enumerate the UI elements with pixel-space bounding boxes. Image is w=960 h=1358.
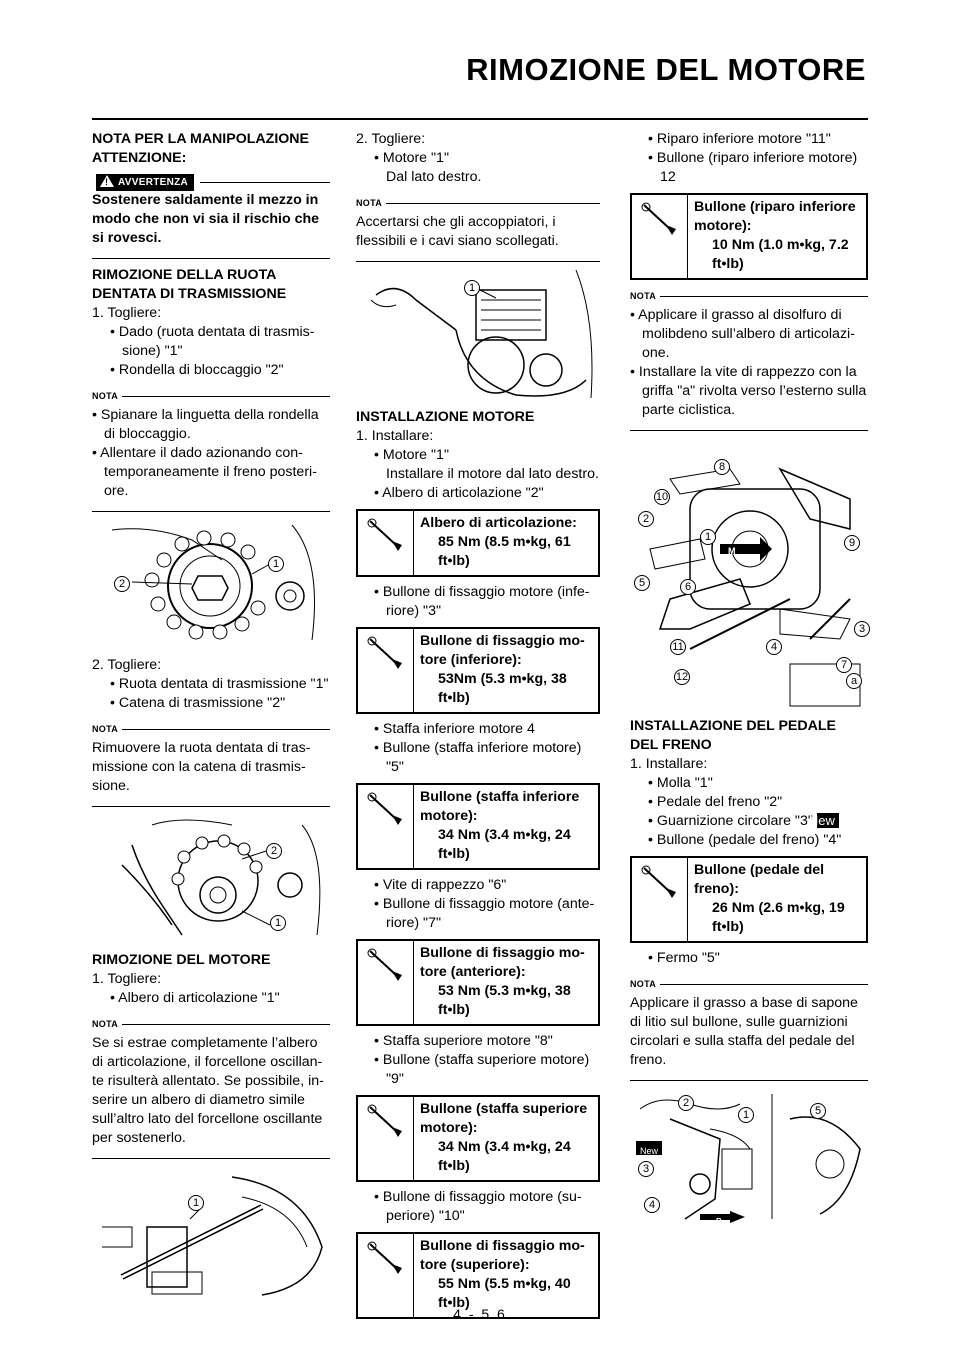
- callout-4: 4: [644, 1197, 660, 1213]
- nota-item-cont: ore.: [104, 483, 129, 499]
- callout-1: 1: [738, 1107, 754, 1123]
- figure-pivot-shaft: [92, 1167, 330, 1297]
- callout-5: 5: [810, 1103, 826, 1119]
- callout-8: 8: [714, 459, 730, 475]
- nota-item-cont: molibdeno sull’albero di articolazi-: [642, 326, 855, 342]
- callout-2: 2: [266, 843, 282, 859]
- callout-3: 3: [638, 1161, 654, 1177]
- list-item-cont: Dal lato destro.: [386, 169, 482, 185]
- nota-text: serire un albero di diametro simile: [92, 1092, 305, 1108]
- step: 1. Installare:: [356, 428, 434, 444]
- section-heading: INSTALLAZIONE DEL PEDALE: [630, 718, 836, 734]
- list-item: • Motore "1": [356, 149, 600, 168]
- list-item-cont: 12: [660, 169, 676, 185]
- nota-item-cont: griffa "a" rivolta verso l’esterno sulla: [642, 383, 867, 399]
- list-item: • Catena di trasmissione "2": [92, 694, 330, 713]
- callout-4: 4: [766, 639, 782, 655]
- list-item: • Bullone di fissaggio motore (infe-: [356, 583, 600, 602]
- torque-spec: Bullone (staffa superiore motore): 34 Nm (3.4 m•kg, 24 ft•lb): [356, 1095, 600, 1182]
- nota-item: • Applicare il grasso al disolfuro di: [630, 306, 868, 325]
- step: 1. Togliere:: [92, 305, 162, 321]
- nota-item-cont: parte ciclistica.: [642, 402, 736, 418]
- nota-text: circolari e sulla staffa del pedale del: [630, 1033, 855, 1049]
- nota-text: Applicare il grasso a base di sapone: [630, 995, 858, 1011]
- section-heading: DEL FRENO: [630, 737, 712, 753]
- torque-spec: Bullone di fissaggio mo- tore (anteriore): 53 Nm (5.3 m•kg, 38 ft•lb): [356, 939, 600, 1026]
- figure-engine-removal: [356, 270, 600, 400]
- list-item: • Guarnizione circolare "3"New: [630, 812, 868, 831]
- moly-grease-mark: M: [728, 546, 736, 556]
- warning-badge: ! AVVERTENZA: [96, 174, 194, 191]
- list-item-cont: Installare il motore dal lato destro.: [386, 466, 599, 482]
- nota-text: freno.: [630, 1052, 667, 1068]
- list-item: • Rondella di bloccaggio "2": [92, 361, 330, 380]
- nota-item: • Installare la vite di rappezzo con la: [630, 363, 868, 382]
- figure-sprocket-nut: [92, 520, 330, 648]
- column-left: [92, 130, 330, 1305]
- list-item: • Albero di articolazione "1": [92, 989, 330, 1008]
- nota-header: NOTA: [92, 720, 330, 739]
- page-number: 4 - 5 6: [453, 1306, 507, 1322]
- nota-text: Rimuovere la ruota dentata di tras-: [92, 740, 311, 756]
- torque-spec: Bullone di fissaggio mo- tore (inferiore): 53Nm (5.3 m•kg, 38 ft•lb): [356, 627, 600, 714]
- list-item: • Bullone di fissaggio motore (ante-: [356, 895, 600, 914]
- list-item: • Bullone (riparo inferiore motore): [630, 149, 868, 168]
- section-heading: NOTA PER LA MANIPOLAZIONE: [92, 131, 310, 147]
- callout-3: 3: [854, 621, 870, 637]
- list-item-cont: periore) "10": [386, 1208, 465, 1224]
- list-item: • Fermo "5": [630, 949, 868, 968]
- nota-header: NOTA: [356, 194, 600, 213]
- list-item: • Staffa superiore motore "8": [356, 1032, 600, 1051]
- callout-9: 9: [844, 535, 860, 551]
- callout-1: 1: [268, 556, 284, 572]
- callout-5: 5: [634, 575, 650, 591]
- list-item: • Vite di rappezzo "6": [356, 876, 600, 895]
- wrench-icon: [358, 511, 414, 575]
- nota-item: • Allentare il dado azionando con-: [92, 444, 330, 463]
- section-heading: RIMOZIONE DEL MOTORE: [92, 952, 271, 968]
- list-item-cont: riore) "7": [386, 915, 442, 931]
- list-item-cont: sione) "1": [122, 343, 183, 359]
- figure-sprocket-chain: [92, 815, 330, 943]
- nota-text: di articolazione, il forcellone oscillan-: [92, 1054, 323, 1070]
- warning-text: si rovesci.: [92, 230, 162, 246]
- list-item-cont: riore) "3": [386, 603, 442, 619]
- callout-7: 7: [836, 657, 852, 673]
- torque-spec: Bullone (staffa inferiore motore): 34 Nm (3.4 m•kg, 24 ft•lb): [356, 783, 600, 870]
- callout-1: 1: [700, 529, 716, 545]
- list-item: • Albero di articolazione "2": [356, 484, 600, 503]
- torque-spec: Bullone di fissaggio mo- tore (superiore): 55 Nm (5.5 m•kg, 40 ft•lb): [356, 1232, 600, 1319]
- page-title: RIMOZIONE DEL MOTORE: [466, 52, 866, 87]
- list-item-cont: "5": [386, 759, 404, 775]
- nota-text: sione.: [92, 778, 130, 794]
- callout-10: 10: [655, 491, 669, 503]
- nota-text: flessibili e i cavi siano scollegati.: [356, 233, 559, 249]
- callout-2: 2: [114, 576, 130, 592]
- callout-a: a: [846, 673, 862, 689]
- step: 2. Togliere:: [356, 131, 426, 147]
- nota-text: Accertarsi che gli accoppiatori, i: [356, 214, 556, 230]
- callout-12: 12: [675, 671, 689, 683]
- callout-2: 2: [638, 511, 654, 527]
- list-item: • Molla "1": [630, 774, 868, 793]
- list-item: • Bullone (staffa superiore motore): [356, 1051, 600, 1070]
- nota-header: NOTA: [92, 1015, 330, 1034]
- list-item: • Staffa inferiore motore 4: [356, 720, 600, 739]
- list-item: • Bullone (pedale del freno) "4": [630, 831, 868, 850]
- list-item: • Ruota dentata di trasmissione "1": [92, 675, 330, 694]
- section-heading: DENTATA DI TRASMISSIONE: [92, 286, 287, 302]
- title-divider: [92, 118, 868, 120]
- new-mark: New: [640, 1146, 659, 1156]
- callout-6: 6: [680, 579, 696, 595]
- torque-spec: Albero di articolazione: 85 Nm (8.5 m•kg, 61 ft•lb): [356, 509, 600, 577]
- wrench-icon: [358, 1097, 414, 1180]
- nota-header: NOTA: [92, 387, 330, 406]
- nota-item: • Spianare la linguetta della rondella: [92, 406, 330, 425]
- torque-spec: Bullone (pedale del freno): 26 Nm (2.6 m•kg, 19 ft•lb): [630, 856, 868, 943]
- section-heading: ATTENZIONE:: [92, 150, 187, 166]
- list-item: • Bullone (staffa inferiore motore): [356, 739, 600, 758]
- nota-item-cont: di bloccaggio.: [104, 426, 191, 442]
- list-item-cont: "9": [386, 1071, 404, 1087]
- nota-text: missione con la catena di trasmis-: [92, 759, 306, 775]
- figure-brake-pedal: [630, 1089, 868, 1227]
- callout-1: 1: [270, 915, 286, 931]
- warning-text: Sostenere saldamente il mezzo in: [92, 192, 319, 208]
- step: 1. Togliere:: [92, 971, 162, 987]
- column-middle: [356, 130, 600, 1325]
- section-heading: RIMOZIONE DELLA RUOTA: [92, 267, 277, 283]
- nota-text: te risulterà allentato. Se possibile, in-: [92, 1073, 324, 1089]
- warning-header: [92, 174, 330, 191]
- nota-header: NOTA: [630, 975, 868, 994]
- callout-11: 11: [670, 639, 686, 655]
- list-item: • Bullone di fissaggio motore (su-: [356, 1188, 600, 1207]
- warning-text: modo che non vi sia il rischio che: [92, 211, 320, 227]
- list-item: • Motore "1": [356, 446, 600, 465]
- wrench-icon: [358, 629, 414, 712]
- callout-1: 1: [464, 280, 480, 296]
- callout-2: 2: [678, 1095, 694, 1111]
- wrench-icon: [632, 858, 688, 941]
- wrench-icon: [632, 195, 688, 278]
- list-item: • Riparo inferiore motore "11": [630, 130, 868, 149]
- wrench-icon: [358, 941, 414, 1024]
- figure-engine-mounts: [630, 439, 868, 709]
- nota-header: NOTA: [630, 287, 868, 306]
- step: 1. Installare:: [630, 756, 708, 772]
- callout-1: 1: [188, 1195, 204, 1211]
- nota-text: di litio sul bullone, sulle guarnizioni: [630, 1014, 848, 1030]
- nota-item-cont: one.: [642, 345, 670, 361]
- column-right: [630, 130, 868, 1235]
- torque-spec: Bullone (riparo inferiore motore): 10 Nm (1.0 m•kg, 7.2 ft•lb): [630, 193, 868, 280]
- list-item: • Dado (ruota dentata di trasmis-: [92, 323, 330, 342]
- grease-b-mark: B: [716, 1217, 722, 1226]
- section-heading: INSTALLAZIONE MOTORE: [356, 409, 535, 425]
- nota-text: sull’altro lato del forcellone oscillante: [92, 1111, 323, 1127]
- wrench-icon: [358, 785, 414, 868]
- nota-text: per sostenerlo.: [92, 1130, 186, 1146]
- new-badge: New: [817, 813, 839, 828]
- nota-item-cont: temporaneamente il freno posteri-: [104, 464, 317, 480]
- nota-text: Se si estrae completamente l’albero: [92, 1035, 318, 1051]
- step: 2. Togliere:: [92, 657, 162, 673]
- list-item: • Pedale del freno "2": [630, 793, 868, 812]
